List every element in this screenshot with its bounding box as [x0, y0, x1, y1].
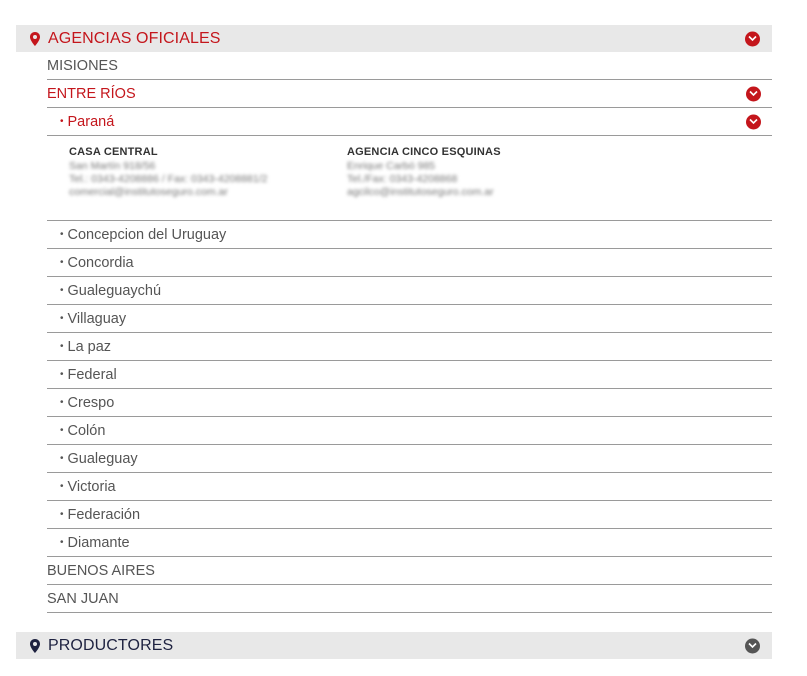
city-item[interactable]: [47, 473, 772, 501]
province-item-buenos-aires[interactable]: [47, 557, 772, 585]
bullet: •: [60, 285, 64, 296]
agency-address: Enrique Carbó 985: [347, 160, 436, 172]
agency-card: [347, 146, 587, 199]
agency-address: San Martín 918/56: [69, 160, 156, 172]
bullet: •: [60, 397, 64, 408]
chevron-down-icon[interactable]: [746, 114, 761, 129]
city-label: Federación: [67, 506, 141, 523]
city-label: Villaguay: [67, 310, 127, 327]
city-label: La paz: [67, 338, 112, 355]
map-pin-icon: [29, 639, 41, 653]
map-pin-icon: [29, 32, 41, 46]
section-title: PRODUCTORES: [48, 636, 174, 654]
section-title: AGENCIAS OFICIALES: [48, 29, 221, 47]
province-item-misiones[interactable]: [47, 52, 772, 80]
agency-name: AGENCIA CINCO ESQUINAS: [347, 146, 501, 158]
bullet: •: [60, 341, 64, 352]
agency-phone: Tel.: 0343-4208886 / Fax: 0343-4208881/2: [69, 173, 268, 185]
city-label: Gualeguaychú: [67, 282, 162, 299]
city-item[interactable]: [47, 501, 772, 529]
city-label: Crespo: [67, 394, 115, 411]
city-item[interactable]: [47, 361, 772, 389]
province-label: ENTRE RÍOS: [47, 85, 136, 102]
city-label: Colón: [67, 422, 106, 439]
chevron-down-icon[interactable]: [746, 86, 761, 101]
city-item[interactable]: [47, 389, 772, 417]
agency-name: CASA CENTRAL: [69, 146, 158, 158]
chevron-down-icon[interactable]: [745, 31, 760, 46]
city-item-parana[interactable]: [47, 108, 772, 136]
province-item-san-juan[interactable]: [47, 585, 772, 613]
city-label: Concepcion del Uruguay: [67, 226, 227, 243]
city-item[interactable]: [47, 445, 772, 473]
bullet: •: [60, 481, 64, 492]
province-label: SAN JUAN: [47, 590, 119, 607]
bullet: •: [60, 313, 64, 324]
city-item[interactable]: [47, 529, 772, 557]
bullet: •: [60, 257, 64, 268]
city-label: Victoria: [67, 478, 116, 495]
section-header-agencias-oficiales[interactable]: [16, 25, 772, 52]
city-item[interactable]: [47, 417, 772, 445]
province-item-entre-rios[interactable]: [47, 80, 772, 108]
bullet: •: [60, 453, 64, 464]
city-detail-parana: [47, 136, 772, 221]
city-item[interactable]: [47, 305, 772, 333]
city-item[interactable]: [47, 221, 772, 249]
city-item[interactable]: [47, 277, 772, 305]
city-label: Diamante: [67, 534, 130, 551]
bullet: •: [60, 229, 64, 240]
bullet: •: [60, 509, 64, 520]
section-spacer: [16, 613, 772, 632]
city-item[interactable]: [47, 333, 772, 361]
city-item[interactable]: [47, 249, 772, 277]
agency-email[interactable]: agcilco@institutoseguro.com.ar: [347, 186, 494, 198]
city-label: Gualeguay: [67, 450, 138, 467]
city-label: Concordia: [67, 254, 134, 271]
province-label: BUENOS AIRES: [47, 562, 155, 579]
bullet: •: [60, 425, 64, 436]
city-label: Paraná: [67, 113, 115, 130]
bullet: •: [60, 116, 64, 127]
chevron-down-icon[interactable]: [745, 638, 760, 653]
agency-card: [69, 146, 309, 199]
province-label: MISIONES: [47, 57, 118, 74]
section-header-productores[interactable]: [16, 632, 772, 659]
agency-email[interactable]: comercial@institutoseguro.com.ar: [69, 186, 228, 198]
accordion: [16, 25, 772, 659]
bullet: •: [60, 537, 64, 548]
bullet: •: [60, 369, 64, 380]
agency-phone: Tel./Fax: 0343-4208868: [347, 173, 458, 185]
city-label: Federal: [67, 366, 117, 383]
